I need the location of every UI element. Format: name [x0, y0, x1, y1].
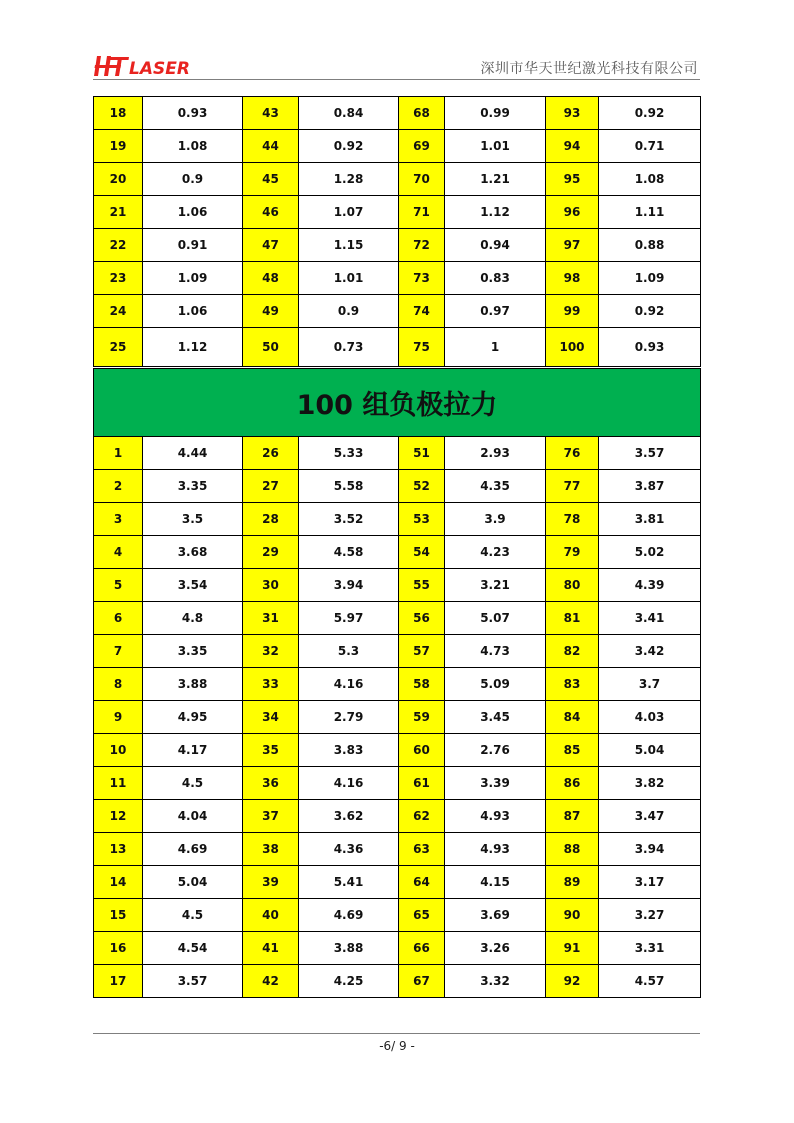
sample-value-cell: 3.21 [445, 569, 546, 602]
sample-index-cell: 94 [546, 130, 599, 163]
table-row [94, 536, 701, 569]
table-row [94, 470, 701, 503]
sample-value-cell: 4.03 [599, 701, 701, 734]
sample-index-cell: 57 [399, 635, 445, 668]
sample-value-cell: 3.35 [143, 470, 243, 503]
sample-index-cell: 49 [243, 295, 299, 328]
sample-index-cell: 77 [546, 470, 599, 503]
sample-index-cell: 20 [94, 163, 143, 196]
sample-index-cell: 62 [399, 800, 445, 833]
sample-value-cell: 1.12 [445, 196, 546, 229]
sample-value-cell: 1.06 [143, 295, 243, 328]
sample-index-cell: 10 [94, 734, 143, 767]
sample-value-cell: 0.84 [299, 97, 399, 130]
sample-index-cell: 84 [546, 701, 599, 734]
table-row [94, 295, 701, 328]
sample-value-cell: 3.94 [299, 569, 399, 602]
sample-value-cell: 5.33 [299, 437, 399, 470]
sample-value-cell: 3.41 [599, 602, 701, 635]
sample-value-cell: 1.21 [445, 163, 546, 196]
sample-value-cell: 3.82 [599, 767, 701, 800]
sample-value-cell: 1.28 [299, 163, 399, 196]
sample-value-cell: 0.9 [299, 295, 399, 328]
sample-index-cell: 86 [546, 767, 599, 800]
sample-index-cell: 36 [243, 767, 299, 800]
table-row [94, 701, 701, 734]
sample-index-cell: 80 [546, 569, 599, 602]
sample-index-cell: 33 [243, 668, 299, 701]
sample-value-cell: 4.93 [445, 833, 546, 866]
sample-index-cell: 97 [546, 229, 599, 262]
sample-index-cell: 52 [399, 470, 445, 503]
sample-index-cell: 48 [243, 262, 299, 295]
sample-value-cell: 5.07 [445, 602, 546, 635]
sample-value-cell: 0.92 [299, 130, 399, 163]
sample-value-cell: 1.09 [143, 262, 243, 295]
sample-value-cell: 0.93 [143, 97, 243, 130]
sample-value-cell: 3.88 [143, 668, 243, 701]
htlaser-logo-icon [93, 54, 215, 78]
table-row [94, 97, 701, 130]
sample-value-cell: 2.79 [299, 701, 399, 734]
sample-index-cell: 92 [546, 965, 599, 998]
sample-index-cell: 91 [546, 932, 599, 965]
sample-value-cell: 0.71 [599, 130, 701, 163]
sample-value-cell: 4.44 [143, 437, 243, 470]
sample-value-cell: 0.9 [143, 163, 243, 196]
sample-index-cell: 70 [399, 163, 445, 196]
sample-index-cell: 59 [399, 701, 445, 734]
sample-value-cell: 0.93 [599, 328, 701, 367]
table-row [94, 503, 701, 536]
sample-index-cell: 32 [243, 635, 299, 668]
sample-value-cell: 4.54 [143, 932, 243, 965]
sample-value-cell: 4.69 [299, 899, 399, 932]
sample-index-cell: 29 [243, 536, 299, 569]
footer-divider [93, 1033, 700, 1034]
table-row [94, 668, 701, 701]
sample-value-cell: 3.45 [445, 701, 546, 734]
table-row [94, 965, 701, 998]
sample-value-cell: 4.5 [143, 899, 243, 932]
sample-index-cell: 74 [399, 295, 445, 328]
sample-value-cell: 1.09 [599, 262, 701, 295]
sample-value-cell: 5.97 [299, 602, 399, 635]
sample-value-cell: 3.62 [299, 800, 399, 833]
sample-index-cell: 2 [94, 470, 143, 503]
sample-value-cell: 3.17 [599, 866, 701, 899]
sample-value-cell: 1.06 [143, 196, 243, 229]
header-divider [93, 79, 700, 80]
sample-index-cell: 3 [94, 503, 143, 536]
sample-value-cell: 3.32 [445, 965, 546, 998]
sample-index-cell: 68 [399, 97, 445, 130]
sample-value-cell: 4.39 [599, 569, 701, 602]
sample-index-cell: 78 [546, 503, 599, 536]
sample-index-cell: 7 [94, 635, 143, 668]
sample-value-cell: 4.69 [143, 833, 243, 866]
sample-index-cell: 43 [243, 97, 299, 130]
sample-value-cell: 3.42 [599, 635, 701, 668]
sample-value-cell: 3.27 [599, 899, 701, 932]
sample-value-cell: 4.93 [445, 800, 546, 833]
sample-value-cell: 3.9 [445, 503, 546, 536]
sample-index-cell: 63 [399, 833, 445, 866]
sample-index-cell: 39 [243, 866, 299, 899]
sample-value-cell: 1.11 [599, 196, 701, 229]
sample-value-cell: 4.8 [143, 602, 243, 635]
sample-index-cell: 23 [94, 262, 143, 295]
section-banner: 100 组负极拉力 [93, 368, 701, 437]
sample-index-cell: 25 [94, 328, 143, 367]
sample-index-cell: 65 [399, 899, 445, 932]
sample-index-cell: 16 [94, 932, 143, 965]
sample-index-cell: 96 [546, 196, 599, 229]
tensile-table-top [93, 96, 701, 367]
sample-index-cell: 26 [243, 437, 299, 470]
sample-value-cell: 0.92 [599, 97, 701, 130]
sample-value-cell: 0.88 [599, 229, 701, 262]
sample-value-cell: 0.83 [445, 262, 546, 295]
sample-value-cell: 4.35 [445, 470, 546, 503]
table-row [94, 899, 701, 932]
sample-index-cell: 18 [94, 97, 143, 130]
table-row [94, 163, 701, 196]
sample-index-cell: 83 [546, 668, 599, 701]
sample-value-cell: 1.15 [299, 229, 399, 262]
sample-index-cell: 76 [546, 437, 599, 470]
sample-value-cell: 5.02 [599, 536, 701, 569]
svg-text:LASER: LASER [129, 59, 190, 78]
sample-value-cell: 0.73 [299, 328, 399, 367]
sample-index-cell: 8 [94, 668, 143, 701]
table-row [94, 734, 701, 767]
sample-index-cell: 13 [94, 833, 143, 866]
sample-index-cell: 47 [243, 229, 299, 262]
sample-value-cell: 1.01 [299, 262, 399, 295]
sample-value-cell: 1.07 [299, 196, 399, 229]
sample-value-cell: 1.08 [599, 163, 701, 196]
sample-value-cell: 2.93 [445, 437, 546, 470]
sample-index-cell: 44 [243, 130, 299, 163]
sample-value-cell: 0.92 [599, 295, 701, 328]
sample-index-cell: 15 [94, 899, 143, 932]
sample-value-cell: 3.26 [445, 932, 546, 965]
sample-value-cell: 4.04 [143, 800, 243, 833]
sample-index-cell: 50 [243, 328, 299, 367]
sample-index-cell: 24 [94, 295, 143, 328]
sample-value-cell: 4.73 [445, 635, 546, 668]
table-row [94, 130, 701, 163]
sample-index-cell: 58 [399, 668, 445, 701]
table-row [94, 800, 701, 833]
table-row [94, 437, 701, 470]
sample-index-cell: 19 [94, 130, 143, 163]
sample-index-cell: 6 [94, 602, 143, 635]
sample-index-cell: 53 [399, 503, 445, 536]
sample-index-cell: 73 [399, 262, 445, 295]
page-number: -6/ 9 - [379, 1039, 415, 1053]
sample-index-cell: 81 [546, 602, 599, 635]
sample-value-cell: 3.52 [299, 503, 399, 536]
table-row [94, 866, 701, 899]
sample-index-cell: 66 [399, 932, 445, 965]
sample-value-cell: 4.95 [143, 701, 243, 734]
sample-value-cell: 3.35 [143, 635, 243, 668]
sample-value-cell: 3.81 [599, 503, 701, 536]
sample-index-cell: 64 [399, 866, 445, 899]
htlaser-logo [93, 54, 215, 82]
table-row [94, 833, 701, 866]
sample-value-cell: 3.68 [143, 536, 243, 569]
sample-value-cell: 5.09 [445, 668, 546, 701]
sample-index-cell: 79 [546, 536, 599, 569]
sample-value-cell: 4.23 [445, 536, 546, 569]
table-row [94, 602, 701, 635]
sample-value-cell: 4.36 [299, 833, 399, 866]
sample-index-cell: 12 [94, 800, 143, 833]
sample-value-cell: 3.54 [143, 569, 243, 602]
sample-index-cell: 71 [399, 196, 445, 229]
table-row [94, 262, 701, 295]
sample-value-cell: 1.12 [143, 328, 243, 367]
sample-value-cell: 4.16 [299, 668, 399, 701]
sample-index-cell: 31 [243, 602, 299, 635]
sample-index-cell: 37 [243, 800, 299, 833]
sample-index-cell: 99 [546, 295, 599, 328]
sample-value-cell: 3.69 [445, 899, 546, 932]
sample-value-cell: 5.3 [299, 635, 399, 668]
sample-index-cell: 4 [94, 536, 143, 569]
sample-index-cell: 98 [546, 262, 599, 295]
sample-index-cell: 42 [243, 965, 299, 998]
sample-value-cell: 5.04 [143, 866, 243, 899]
sample-value-cell: 4.15 [445, 866, 546, 899]
sample-index-cell: 60 [399, 734, 445, 767]
negative-tensile-table [93, 436, 701, 998]
sample-index-cell: 100 [546, 328, 599, 367]
sample-value-cell: 3.47 [599, 800, 701, 833]
sample-index-cell: 11 [94, 767, 143, 800]
sample-index-cell: 41 [243, 932, 299, 965]
table-row [94, 229, 701, 262]
sample-value-cell: 3.87 [599, 470, 701, 503]
table-row [94, 635, 701, 668]
sample-index-cell: 85 [546, 734, 599, 767]
sample-value-cell: 5.58 [299, 470, 399, 503]
sample-value-cell: 5.04 [599, 734, 701, 767]
sample-index-cell: 93 [546, 97, 599, 130]
sample-index-cell: 54 [399, 536, 445, 569]
sample-index-cell: 38 [243, 833, 299, 866]
sample-index-cell: 46 [243, 196, 299, 229]
sample-value-cell: 4.17 [143, 734, 243, 767]
sample-value-cell: 3.88 [299, 932, 399, 965]
sample-index-cell: 45 [243, 163, 299, 196]
table-row [94, 932, 701, 965]
sample-index-cell: 9 [94, 701, 143, 734]
sample-index-cell: 89 [546, 866, 599, 899]
sample-index-cell: 95 [546, 163, 599, 196]
sample-index-cell: 40 [243, 899, 299, 932]
sample-index-cell: 69 [399, 130, 445, 163]
sample-index-cell: 21 [94, 196, 143, 229]
sample-index-cell: 75 [399, 328, 445, 367]
sample-index-cell: 82 [546, 635, 599, 668]
sample-index-cell: 51 [399, 437, 445, 470]
table-row [94, 767, 701, 800]
sample-value-cell: 3.5 [143, 503, 243, 536]
sample-index-cell: 67 [399, 965, 445, 998]
sample-value-cell: 1.01 [445, 130, 546, 163]
sample-index-cell: 14 [94, 866, 143, 899]
sample-index-cell: 90 [546, 899, 599, 932]
sample-value-cell: 3.39 [445, 767, 546, 800]
sample-index-cell: 35 [243, 734, 299, 767]
sample-value-cell: 3.57 [599, 437, 701, 470]
sample-index-cell: 5 [94, 569, 143, 602]
company-name: 深圳市华天世纪激光科技有限公司 [480, 61, 698, 77]
table-row [94, 196, 701, 229]
sample-value-cell: 1 [445, 328, 546, 367]
sample-index-cell: 61 [399, 767, 445, 800]
sample-index-cell: 72 [399, 229, 445, 262]
sample-value-cell: 0.97 [445, 295, 546, 328]
sample-value-cell: 0.94 [445, 229, 546, 262]
sample-value-cell: 4.57 [599, 965, 701, 998]
page-header [93, 50, 700, 80]
sample-index-cell: 28 [243, 503, 299, 536]
sample-index-cell: 56 [399, 602, 445, 635]
sample-value-cell: 3.83 [299, 734, 399, 767]
sample-index-cell: 88 [546, 833, 599, 866]
sample-value-cell: 0.99 [445, 97, 546, 130]
sample-value-cell: 3.7 [599, 668, 701, 701]
sample-value-cell: 5.41 [299, 866, 399, 899]
sample-value-cell: 4.25 [299, 965, 399, 998]
sample-value-cell: 4.16 [299, 767, 399, 800]
table-row [94, 328, 701, 367]
sample-value-cell: 3.94 [599, 833, 701, 866]
sample-index-cell: 27 [243, 470, 299, 503]
sample-value-cell: 2.76 [445, 734, 546, 767]
sample-value-cell: 4.58 [299, 536, 399, 569]
sample-value-cell: 1.08 [143, 130, 243, 163]
sample-index-cell: 17 [94, 965, 143, 998]
sample-value-cell: 3.31 [599, 932, 701, 965]
sample-index-cell: 22 [94, 229, 143, 262]
table-row [94, 569, 701, 602]
sample-value-cell: 3.57 [143, 965, 243, 998]
sample-index-cell: 34 [243, 701, 299, 734]
sample-index-cell: 1 [94, 437, 143, 470]
sample-value-cell: 4.5 [143, 767, 243, 800]
sample-value-cell: 0.91 [143, 229, 243, 262]
sample-index-cell: 30 [243, 569, 299, 602]
sample-index-cell: 87 [546, 800, 599, 833]
sample-index-cell: 55 [399, 569, 445, 602]
